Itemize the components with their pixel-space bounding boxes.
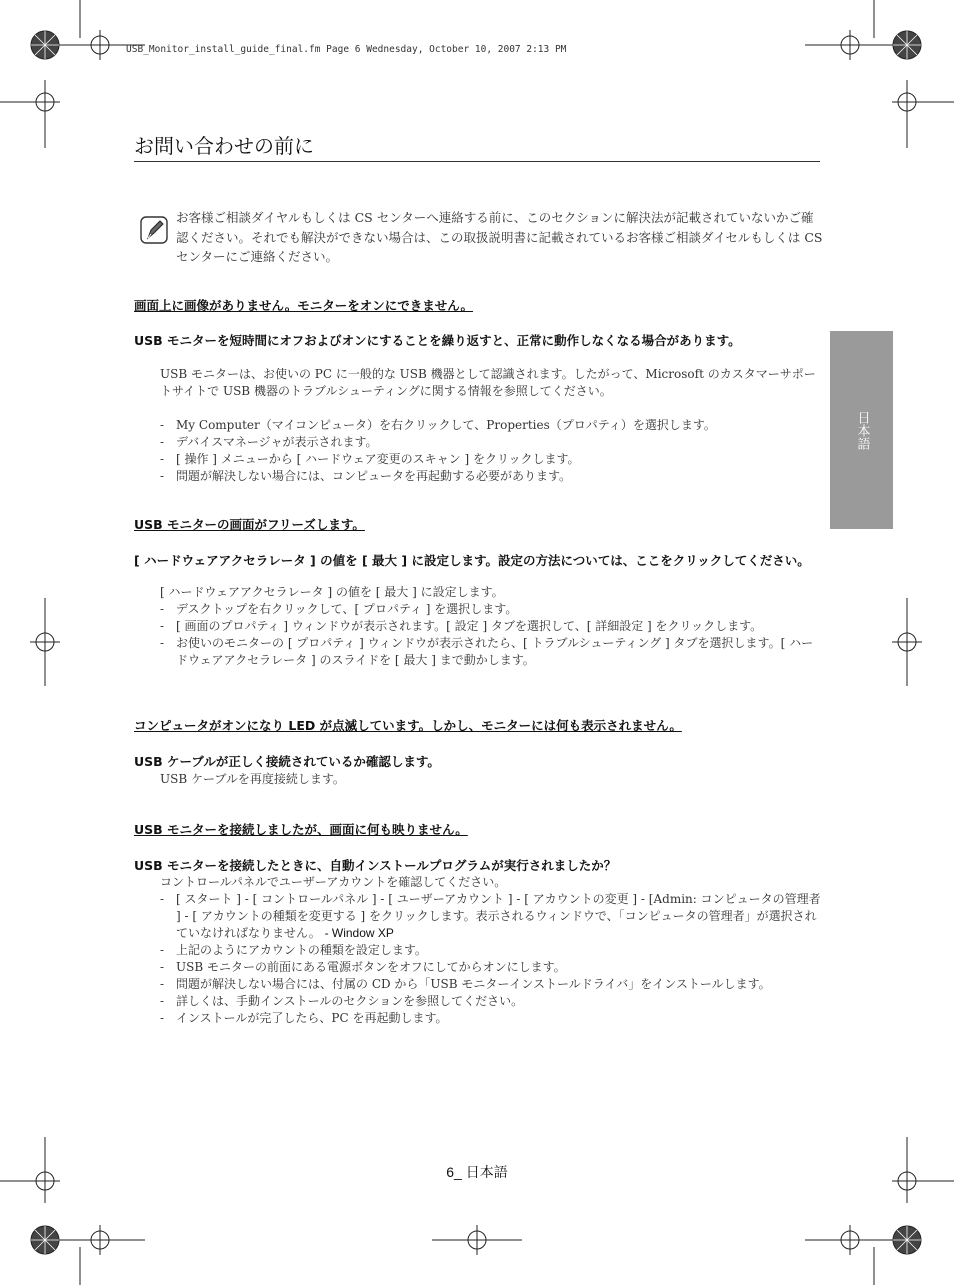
list-item: - [ 操作 ] メニューから [ ハードウェア変更のスキャン ] をクリックします。 [160,451,824,468]
list-item: - 詳しくは、手動インストールのセクションを参照してください。 [160,993,824,1010]
list-item: - 問題が解決しない場合には、付属の CD から「USB モニターインストールドライバ」をインストールします。 [160,976,824,993]
section-question: USB モニターを接続したときに、自動インストールプログラムが実行されましたか？ [134,858,617,873]
side-tab-label: 日本語 [854,411,870,450]
page-footer: 6_ 日本語 [446,1164,508,1180]
note-text: お客様ご相談ダイヤルもしくは CS センターへ連絡する前に、このセクションに解決法が記載されていないかご確認ください。それでも解決ができない場合は、この取扱説明書に記載されているお客様ご相談ダイセルもしくは CS センターにご連絡ください。 [176,210,823,264]
section-heading: USB モニターの画面がフリーズします。 [134,517,365,532]
language-side-tab [830,331,893,529]
section-body: コントロールパネルでユーザーアカウントを確認してください。 [160,875,507,889]
section-body: USB モニターは、お使いの PC に一般的な USB 機器として認識されます。したがって、Microsoft のカスタマーサポートサイトで USB 機器のトラブルシューティングに関する情報を参照してください。 [160,367,816,398]
section-question: [ ハードウェアアクセラレータ ] の値を [ 最大 ] に設定します。設定の方法については、ここをクリックしてください。 [134,553,810,568]
list-item: - USB モニターの前面にある電源ボタンをオフにしてからオンにします。 [160,959,824,976]
section-bullet-list [160,891,824,1027]
list-item: - [ 画面のプロパティ ] ウィンドウが表示されます。[ 設定 ] タブを選択して、[ 詳細設定 ] をクリックします。 [160,618,824,635]
section-bullet-list [160,417,824,485]
list-item: - 上記のようにアカウントの種類を設定します。 [160,942,824,959]
list-item: - デバイスマネージャが表示されます。 [160,434,824,451]
section-body: [ ハードウェアアクセラレータ ] の値を [ 最大 ] に設定します。 [160,585,504,599]
list-item: - お使いのモニターの [ プロパティ ] ウィンドウが表示されたら、[ トラブルシューティング ] タブを選択します。[ ハードウェアアクセラレータ ] のスライドを [ 最大 ] まで動かします。 [160,635,824,669]
list-item [160,891,824,942]
document-meta-header: USB_Monitor_install_guide_final.fm Page 6 Wednesday, October 10, 2007 2:13 PM [126,44,567,55]
list-item-text: [ スタート ] - [ コントロールパネル ] - [ ユーザーアカウント ] - [ アカウントの変更 ] - [Admin: コンピュータの管理者 ] - [ アカウントの種類を変更する ] をクリックします。表示されるウィンドウで、「コンピュータの管理者」が選択されていなければなりません。 [176,892,821,940]
list-item: - My Computer（マイコンピュータ）を右クリックして、Properties（プロパティ）を選択します。 [160,417,824,434]
section-heading: コンピュータがオンになり LED が点滅しています。しかし、モニターには何も表示されません。 [134,718,682,733]
list-item: - インストールが完了したら、PC を再起動します。 [160,1010,824,1027]
section-body: USB ケーブルを再度接続します。 [160,772,345,786]
section-question: USB モニターを短時間にオフおよびオンにすることを繰り返すと、正常に動作しなくなる場合があります。 [134,333,741,348]
section-question: USB ケーブルが正しく接続されているか確認します。 [134,754,440,769]
list-item: - デスクトップを右クリックして、[ プロパティ ] を選択します。 [160,601,824,618]
note-pencil-icon [140,216,168,244]
os-note: - Window XP [324,926,394,940]
section-bullet-list [160,601,824,669]
page-title: お問い合わせの前に [134,130,820,162]
section-heading: 画面上に画像がありません。モニターをオンにできません。 [134,298,474,313]
list-item: - 問題が解決しない場合には、コンピュータを再起動する必要があります。 [160,468,824,485]
section-heading: USB モニターを接続しましたが、画面に何も映りません。 [134,822,468,837]
